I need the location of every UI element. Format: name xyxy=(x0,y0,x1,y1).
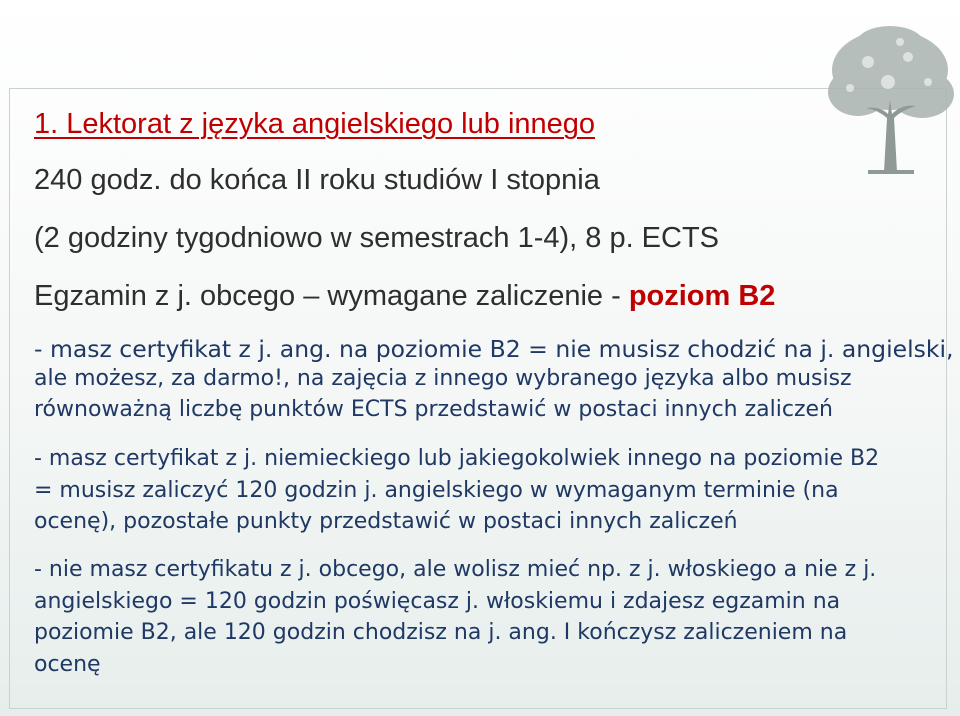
line-ects: (2 godziny tygodniowo w semestrach 1-4), 8 p. ECTS xyxy=(34,222,720,254)
level-highlight: poziom B2 xyxy=(628,280,776,312)
exam-text: Egzamin z j. obcego – wymagane zaliczenie - xyxy=(34,280,629,312)
para3-line3: poziomie B2, ale 120 godzin chodzisz na j. ang. I kończysz zaliczeniem na xyxy=(34,620,848,645)
line-hours: 240 godz. do końca II roku studiów I stopnia xyxy=(34,164,600,196)
line-exam xyxy=(34,280,775,313)
para1-line3: równoważną liczbę punktów ECTS przedstawić w postaci innych zaliczeń xyxy=(34,397,833,422)
para3-line4: ocenę xyxy=(34,652,101,677)
para2-line2: = musisz zaliczyć 120 godzin j. angielskiego w wymaganym terminie (na xyxy=(34,478,839,503)
para1-line2 xyxy=(34,366,852,391)
para1-cont: , na zajęcia z innego wybranego języka albo musisz xyxy=(282,366,852,391)
para1-line1: - masz certyfikat z j. ang. na poziomie B2 = nie musisz chodzić na j. angielski, xyxy=(34,335,954,363)
para1-start: ale możesz, za darmo! xyxy=(34,366,283,391)
para2-line1: - masz certyfikat z j. niemieckiego lub jakiegokolwiek innego na poziomie B2 xyxy=(34,446,880,471)
slide-title: 1. Lektorat z języka angielskiego lub innego xyxy=(34,108,596,140)
para3-line1: - nie masz certyfikatu z j. obcego, ale wolisz mieć np. z j. włoskiego a nie z j. xyxy=(34,557,877,582)
para3-line2: angielskiego = 120 godzin poświęcasz j. włoskiemu i zdajesz egzamin na xyxy=(34,589,841,614)
para2-line3: ocenę), pozostałe punkty przedstawić w postaci innych zaliczeń xyxy=(34,509,738,534)
